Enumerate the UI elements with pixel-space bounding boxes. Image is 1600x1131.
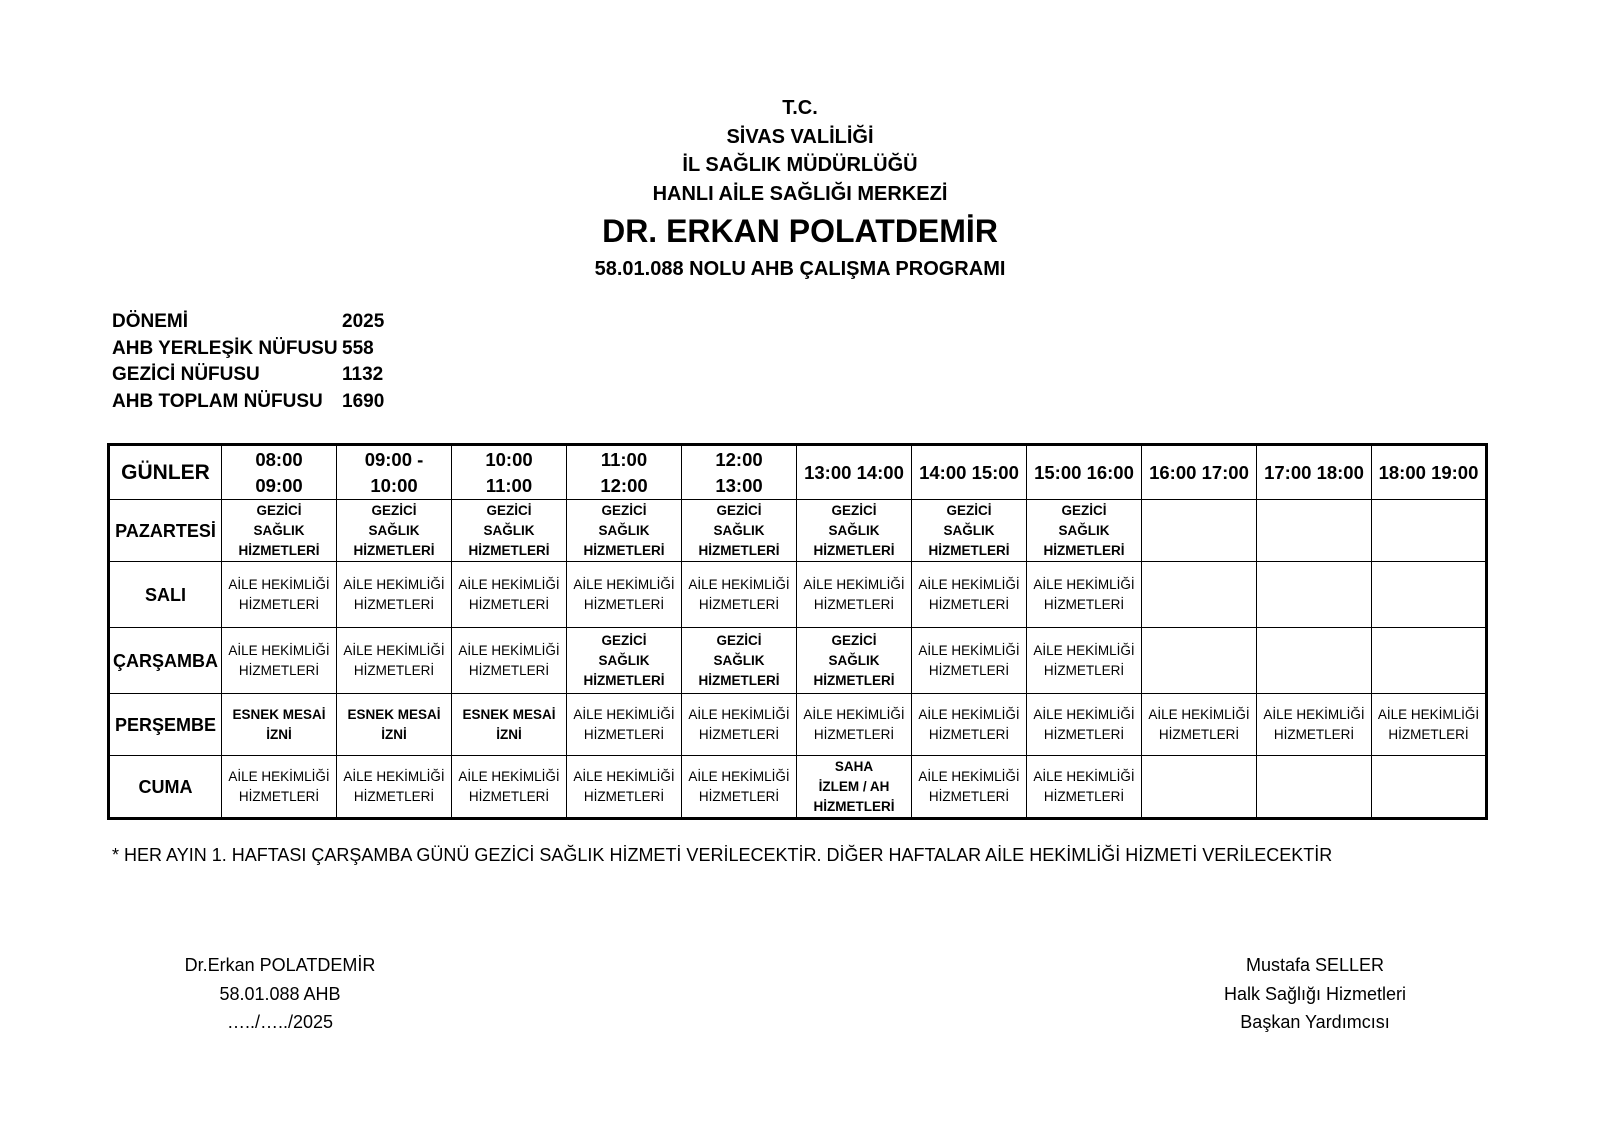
schedule-cell-line: İZNİ [496,726,522,742]
schedule-cell [912,562,1027,628]
time-slot-line: 12:00 [600,474,648,496]
time-slot-line: 14:00 15:00 [919,461,1019,483]
schedule-cell [1257,694,1372,756]
time-slot-header [1372,445,1487,500]
schedule-cell [452,562,567,628]
schedule-cell [682,694,797,756]
schedule-cell-line: HİZMETLERİ [238,542,320,558]
schedule-cell-line: İZLEM / AH [818,778,890,794]
schedule-cell [1372,628,1487,694]
schedule-cell-line: ESNEK MESAİ [462,706,556,722]
schedule-header-row [109,445,1487,500]
info-value: 1132 [342,364,384,386]
schedule-cell-line: AİLE HEKİMLİĞİ [1148,706,1250,722]
schedule-cell-line: HİZMETLERİ [928,788,1010,804]
schedule-cell [1142,500,1257,562]
schedule-cell [337,500,452,562]
schedule-cell [567,756,682,819]
schedule-cell-line: SAĞLIK [713,522,765,538]
time-slot-line: 09:00 - [364,448,424,470]
schedule-cell [1027,562,1142,628]
schedule-cell [912,694,1027,756]
signature-left-name: Dr.Erkan POLATDEMİR [184,955,376,975]
time-slot-header [1142,445,1257,500]
day-name: PAZARTESİ [109,500,222,562]
time-slot-line: 13:00 [715,474,763,496]
day-name: ÇARŞAMBA [109,628,222,694]
schedule-cell-line: HİZMETLERİ [353,662,435,678]
schedule-cell-line: HİZMETLERİ [928,726,1010,742]
schedule-day-row [109,562,1487,628]
schedule-cell-line: AİLE HEKİMLİĞİ [1033,706,1135,722]
time-slot-header [1257,445,1372,500]
signature-left [150,951,410,1037]
schedule-cell-line: AİLE HEKİMLİĞİ [228,576,330,592]
schedule-cell [1257,756,1372,819]
schedule-cell-line: HİZMETLERİ [698,726,780,742]
info-value: 558 [342,337,374,359]
time-slot-header [682,445,797,500]
schedule-cell-line: AİLE HEKİMLİĞİ [918,706,1020,722]
schedule-cell-line: SAĞLIK [598,652,650,668]
schedule-cell [567,694,682,756]
schedule-cell-line: AİLE HEKİMLİĞİ [573,706,675,722]
schedule-cell [912,756,1027,819]
schedule-cell [567,500,682,562]
schedule-cell-line: HİZMETLERİ [583,726,665,742]
schedule-cell-line: AİLE HEKİMLİĞİ [1033,576,1135,592]
schedule-day-row [109,628,1487,694]
schedule-cell-line: AİLE HEKİMLİĞİ [573,768,675,784]
schedule-cell [797,694,912,756]
schedule-day-row [109,500,1487,562]
schedule-day-row [109,756,1487,819]
day-name: SALI [109,562,222,628]
info-label: AHB TOPLAM NÜFUSU [112,390,323,412]
time-slot-line: 16:00 17:00 [1149,461,1249,483]
schedule-cell [337,628,452,694]
schedule-cell-line: AİLE HEKİMLİĞİ [918,768,1020,784]
schedule-cell [1027,628,1142,694]
time-slot-line: 08:00 [255,448,303,470]
schedule-cell-line: HİZMETLERİ [583,672,665,688]
program-title: 58.01.088 NOLU AHB ÇALIŞMA PROGRAMI [594,258,1006,280]
schedule-cell [1257,500,1372,562]
time-slot-line: 09:00 [255,474,303,496]
signature-right-title: Başkan Yardımcısı [1240,1012,1390,1032]
schedule-cell-line: AİLE HEKİMLİĞİ [343,642,445,658]
time-slot-line: 11:00 [485,474,533,496]
schedule-cell-line: AİLE HEKİMLİĞİ [803,706,905,722]
schedule-cell-line: ESNEK MESAİ [232,706,326,722]
schedule-cell-line: HİZMETLERİ [1388,726,1469,742]
schedule-cell [682,500,797,562]
time-slot-header [337,445,452,500]
days-column-header: GÜNLER [109,445,222,500]
schedule-cell-line: HİZMETLERİ [353,542,435,558]
schedule-cell-line: AİLE HEKİMLİĞİ [1263,706,1365,722]
schedule-cell [337,694,452,756]
schedule-cell-line: HİZMETLERİ [1273,726,1355,742]
signature-left-date: …../…../2025 [226,1012,334,1032]
schedule-cell-line: AİLE HEKİMLİĞİ [803,576,905,592]
schedule-table [107,443,1488,820]
info-row [112,389,384,416]
schedule-cell [222,628,337,694]
schedule-cell-line: HİZMETLERİ [698,672,780,688]
schedule-cell [337,562,452,628]
schedule-cell [1372,756,1487,819]
schedule-cell-line: AİLE HEKİMLİĞİ [343,768,445,784]
schedule-cell-line: GEZİCİ [716,632,762,648]
time-slot-header [567,445,682,500]
schedule-cell-line: ESNEK MESAİ [347,706,441,722]
schedule-cell [1372,694,1487,756]
schedule-body [109,445,1487,819]
schedule-cell [912,500,1027,562]
schedule-cell-line: HİZMETLERİ [813,726,895,742]
schedule-cell-line: GEZİCİ [716,502,762,518]
schedule-cell-line: SAĞLIK [1058,522,1110,538]
schedule-cell [682,562,797,628]
schedule-cell [1142,756,1257,819]
schedule-cell-line: GEZİCİ [371,502,417,518]
schedule-cell-line: SAĞLIK [828,522,880,538]
schedule-cell [1142,694,1257,756]
schedule-cell-line: HİZMETLERİ [1043,788,1125,804]
schedule-cell-line: HİZMETLERİ [583,788,665,804]
schedule-cell-line: HİZMETLERİ [468,788,550,804]
schedule-cell-line: GEZİCİ [831,502,877,518]
footnote: * HER AYIN 1. HAFTASI ÇARŞAMBA GÜNÜ GEZİCİ SAĞLIK HİZMETİ VERİLECEKTİR. DİĞER HAFTALAR AİLE HEKİMLİĞİ HİZMETİ VERİLECEKTİR [112,845,1333,865]
schedule-cell-line: SAĞLIK [598,522,650,538]
schedule-cell [222,500,337,562]
schedule-cell [797,562,912,628]
schedule-cell-line: AİLE HEKİMLİĞİ [228,642,330,658]
schedule-cell-line: GEZİCİ [1061,502,1107,518]
schedule-cell [1142,628,1257,694]
time-slot-line: 13:00 14:00 [804,461,904,483]
schedule-cell-line: GEZİCİ [486,502,532,518]
schedule-cell-line: AİLE HEKİMLİĞİ [573,576,675,592]
schedule-cell [797,756,912,819]
time-slot-line: 10:00 [370,474,418,496]
schedule-cell [337,756,452,819]
time-slot-line: 17:00 18:00 [1264,461,1364,483]
schedule-cell-line: HİZMETLERİ [1043,542,1125,558]
schedule-cell [797,628,912,694]
time-slot-line: 15:00 16:00 [1034,461,1134,483]
info-label: DÖNEMİ [112,311,188,333]
schedule-cell-line: HİZMETLERİ [928,596,1010,612]
time-slot-header [1027,445,1142,500]
time-slot-line: 18:00 19:00 [1378,461,1479,483]
schedule-cell-line: AİLE HEKİMLİĞİ [458,768,560,784]
schedule-cell-line: GEZİCİ [601,632,647,648]
schedule-cell [1027,694,1142,756]
doctor-name-title: DR. ERKAN POLATDEMİR [602,213,998,249]
schedule-cell [1257,628,1372,694]
schedule-cell-line: HİZMETLERİ [238,788,320,804]
schedule-cell-line: HİZMETLERİ [698,788,780,804]
schedule-cell-line: GEZİCİ [256,502,302,518]
schedule-cell [1027,500,1142,562]
schedule-cell-line: AİLE HEKİMLİĞİ [458,576,560,592]
schedule-cell [452,628,567,694]
schedule-cell-line: SAHA [834,758,874,774]
schedule-cell [682,756,797,819]
schedule-cell-line: AİLE HEKİMLİĞİ [458,642,560,658]
schedule-cell-line: GEZİCİ [601,502,647,518]
schedule-cell [1142,562,1257,628]
header-line-tc: T.C. [782,97,818,119]
schedule-cell [452,694,567,756]
schedule-cell-line: GEZİCİ [831,632,877,648]
schedule-cell-line: HİZMETLERİ [583,596,665,612]
schedule-cell-line: HİZMETLERİ [1043,596,1125,612]
schedule-cell-line: AİLE HEKİMLİĞİ [343,576,445,592]
signature-right-department: Halk Sağlığı Hizmetleri [1223,983,1407,1004]
schedule-cell-line: AİLE HEKİMLİĞİ [918,642,1020,658]
schedule-cell [912,628,1027,694]
info-value: 2025 [342,311,385,333]
schedule-cell-line: İZNİ [381,726,407,742]
info-label: GEZİCİ NÜFUSU [112,364,260,386]
schedule-cell-line: AİLE HEKİMLİĞİ [688,576,790,592]
schedule-cell-line: HİZMETLERİ [1158,726,1240,742]
schedule-cell-line: HİZMETLERİ [583,542,665,558]
header-line-valilik: SİVAS VALİLİĞİ [726,125,874,148]
document-header [0,94,1600,284]
schedule-cell-line: AİLE HEKİMLİĞİ [918,576,1020,592]
schedule-cell-line: AİLE HEKİMLİĞİ [228,768,330,784]
schedule-cell-line: HİZMETLERİ [928,662,1010,678]
schedule-cell-line: GEZİCİ [946,502,992,518]
time-slot-line: 10:00 [485,448,533,470]
schedule-cell-line: HİZMETLERİ [813,596,895,612]
info-value: 1690 [342,390,385,412]
schedule-cell-line: SAĞLIK [368,522,420,538]
schedule-cell-line: HİZMETLERİ [353,788,435,804]
schedule-cell-line: SAĞLIK [828,652,880,668]
schedule-cell-line: AİLE HEKİMLİĞİ [1033,768,1135,784]
schedule-cell-line: HİZMETLERİ [468,542,550,558]
schedule-cell-line: SAĞLIK [713,652,765,668]
schedule-cell [452,756,567,819]
time-slot-line: 11:00 [600,448,648,470]
schedule-cell-line: AİLE HEKİMLİĞİ [688,768,790,784]
info-row [112,309,384,336]
signature-right [1180,951,1450,1037]
day-name: PERŞEMBE [109,694,222,756]
schedule-cell [1027,756,1142,819]
info-row [112,336,384,363]
day-name: CUMA [109,756,222,819]
time-slot-header [912,445,1027,500]
schedule-cell [222,756,337,819]
schedule-cell-line: HİZMETLERİ [238,596,320,612]
schedule-cell-line: HİZMETLERİ [928,542,1010,558]
schedule-cell [1257,562,1372,628]
schedule-cell-line: HİZMETLERİ [1043,662,1125,678]
schedule-cell-line: HİZMETLERİ [813,542,895,558]
schedule-cell [797,500,912,562]
schedule-cell-line: HİZMETLERİ [238,662,320,678]
schedule-cell-line: HİZMETLERİ [468,596,550,612]
schedule-cell-line: HİZMETLERİ [698,596,780,612]
schedule-cell [222,694,337,756]
schedule-day-row [109,694,1487,756]
schedule-cell [222,562,337,628]
info-row [112,362,384,389]
schedule-cell-line: HİZMETLERİ [353,596,435,612]
header-line-merkez: HANLI AİLE SAĞLIĞI MERKEZİ [652,182,948,205]
signature-left-unit: 58.01.088 AHB [219,983,341,1004]
schedule-cell [452,500,567,562]
schedule-cell [567,628,682,694]
schedule-cell [682,628,797,694]
schedule-cell-line: AİLE HEKİMLİĞİ [1377,706,1480,722]
info-label: AHB YERLEŞİK NÜFUSU [112,337,338,359]
schedule-cell-line: AİLE HEKİMLİĞİ [688,706,790,722]
schedule-cell-line: HİZMETLERİ [698,542,780,558]
schedule-cell-line: AİLE HEKİMLİĞİ [1033,642,1135,658]
schedule-cell-line: SAĞLIK [253,522,305,538]
schedule-cell-line: HİZMETLERİ [813,798,895,814]
schedule-cell-line: SAĞLIK [483,522,535,538]
schedule-cell-line: HİZMETLERİ [468,662,550,678]
header-line-mudurluk: İL SAĞLIK MÜDÜRLÜĞÜ [682,154,918,176]
schedule-cell [1372,562,1487,628]
schedule-cell-line: İZNİ [266,726,292,742]
schedule-cell-line: HİZMETLERİ [813,672,895,688]
schedule-cell [567,562,682,628]
signature-right-name: Mustafa SELLER [1245,955,1385,975]
schedule-cell-line: SAĞLIK [943,522,995,538]
population-info [112,309,384,415]
schedule-cell [1372,500,1487,562]
schedule-cell-line: HİZMETLERİ [1043,726,1125,742]
time-slot-header [222,445,337,500]
time-slot-header [452,445,567,500]
time-slot-line: 12:00 [715,448,763,470]
time-slot-header [797,445,912,500]
